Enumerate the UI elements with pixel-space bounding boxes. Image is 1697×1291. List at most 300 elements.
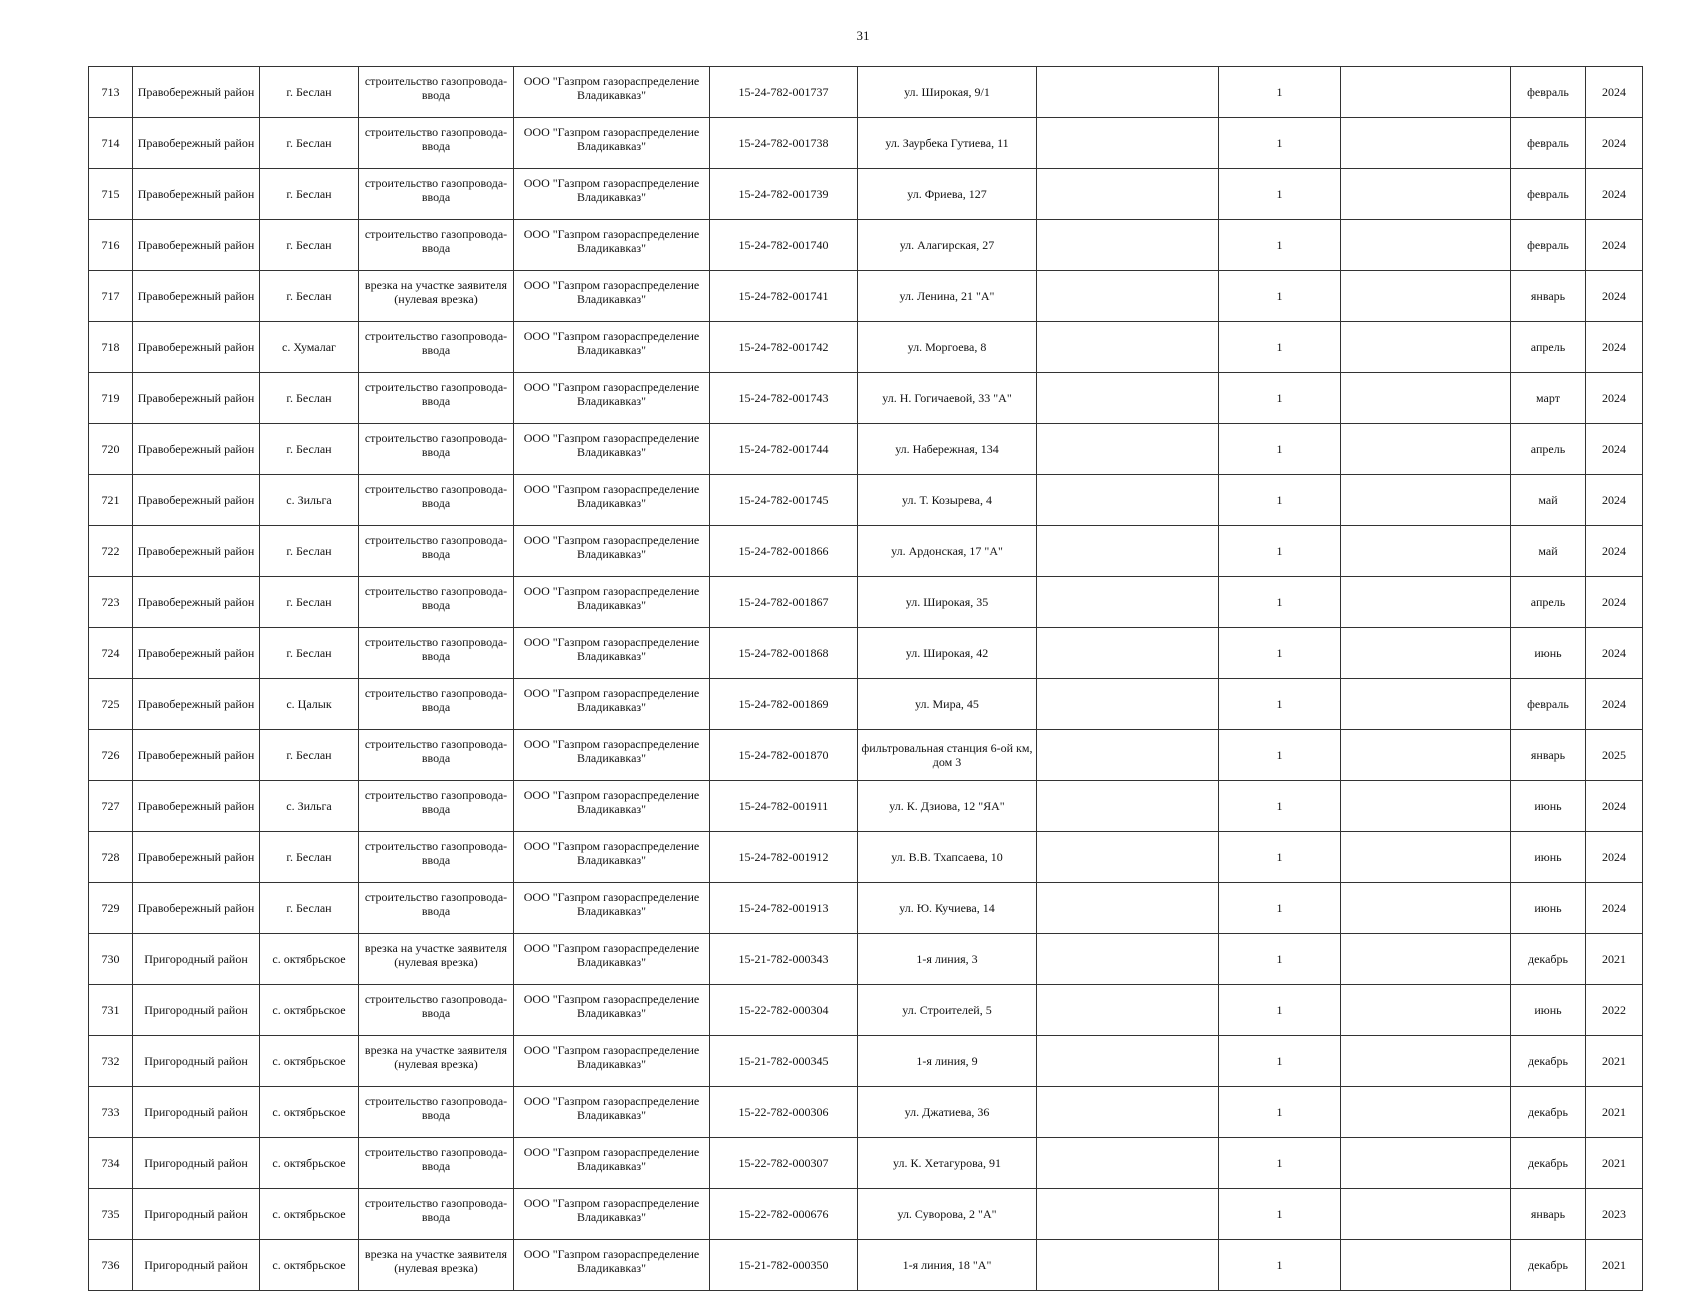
work-type-cell: врезка на участке заявителя (нулевая врезка) xyxy=(359,1240,514,1291)
quantity-cell: 1 xyxy=(1219,118,1341,169)
row-number-cell: 713 xyxy=(89,67,133,118)
year-cell: 2024 xyxy=(1586,832,1643,883)
table-body xyxy=(89,67,1643,1291)
row-number-cell: 717 xyxy=(89,271,133,322)
quantity-cell: 1 xyxy=(1219,832,1341,883)
address-cell: ул. Фриева, 127 xyxy=(858,169,1037,220)
organization-cell: ООО "Газпром газораспределение Владикавказ" xyxy=(514,526,710,577)
work-type-cell: врезка на участке заявителя (нулевая врезка) xyxy=(359,1036,514,1087)
address-cell: ул. Ленина, 21 "А" xyxy=(858,271,1037,322)
table-row xyxy=(89,1087,1643,1138)
district-cell: Правобережный район xyxy=(133,781,260,832)
empty-cell xyxy=(1341,832,1511,883)
row-number-cell: 724 xyxy=(89,628,133,679)
organization-cell: ООО "Газпром газораспределение Владикавказ" xyxy=(514,730,710,781)
work-type-cell: строительство газопровода-ввода xyxy=(359,1087,514,1138)
settlement-cell: г. Беслан xyxy=(260,67,359,118)
application-code-cell: 15-24-782-001741 xyxy=(710,271,858,322)
district-cell: Пригородный район xyxy=(133,985,260,1036)
month-cell: январь xyxy=(1511,730,1586,781)
table-row xyxy=(89,985,1643,1036)
empty-cell xyxy=(1341,220,1511,271)
settlement-cell: с. октябрьское xyxy=(260,934,359,985)
year-cell: 2021 xyxy=(1586,1138,1643,1189)
application-code-cell: 15-24-782-001868 xyxy=(710,628,858,679)
address-cell: ул. Строителей, 5 xyxy=(858,985,1037,1036)
quantity-cell: 1 xyxy=(1219,781,1341,832)
empty-cell xyxy=(1037,1189,1219,1240)
district-cell: Пригородный район xyxy=(133,1240,260,1291)
organization-cell: ООО "Газпром газораспределение Владикавказ" xyxy=(514,118,710,169)
table-row xyxy=(89,220,1643,271)
address-cell: 1-я линия, 9 xyxy=(858,1036,1037,1087)
address-cell: 1-я линия, 18 "А" xyxy=(858,1240,1037,1291)
month-cell: февраль xyxy=(1511,169,1586,220)
month-cell: февраль xyxy=(1511,67,1586,118)
organization-cell: ООО "Газпром газораспределение Владикавказ" xyxy=(514,832,710,883)
organization-cell: ООО "Газпром газораспределение Владикавказ" xyxy=(514,220,710,271)
empty-cell xyxy=(1037,1240,1219,1291)
district-cell: Правобережный район xyxy=(133,424,260,475)
year-cell: 2024 xyxy=(1586,424,1643,475)
quantity-cell: 1 xyxy=(1219,475,1341,526)
row-number-cell: 733 xyxy=(89,1087,133,1138)
organization-cell: ООО "Газпром газораспределение Владикавказ" xyxy=(514,934,710,985)
year-cell: 2024 xyxy=(1586,67,1643,118)
district-cell: Правобережный район xyxy=(133,730,260,781)
month-cell: декабрь xyxy=(1511,934,1586,985)
district-cell: Правобережный район xyxy=(133,679,260,730)
settlement-cell: г. Беслан xyxy=(260,424,359,475)
month-cell: июнь xyxy=(1511,883,1586,934)
application-code-cell: 15-24-782-001866 xyxy=(710,526,858,577)
address-cell: фильтровальная станция 6-ой км, дом 3 xyxy=(858,730,1037,781)
month-cell: июнь xyxy=(1511,628,1586,679)
application-code-cell: 15-24-782-001869 xyxy=(710,679,858,730)
district-cell: Правобережный район xyxy=(133,169,260,220)
table-row xyxy=(89,424,1643,475)
application-code-cell: 15-24-782-001742 xyxy=(710,322,858,373)
work-type-cell: врезка на участке заявителя (нулевая врезка) xyxy=(359,271,514,322)
empty-cell xyxy=(1341,1138,1511,1189)
settlement-cell: с. октябрьское xyxy=(260,1138,359,1189)
empty-cell xyxy=(1341,730,1511,781)
application-code-cell: 15-21-782-000343 xyxy=(710,934,858,985)
organization-cell: ООО "Газпром газораспределение Владикавказ" xyxy=(514,985,710,1036)
district-cell: Пригородный район xyxy=(133,1138,260,1189)
district-cell: Правобережный район xyxy=(133,832,260,883)
month-cell: апрель xyxy=(1511,322,1586,373)
organization-cell: ООО "Газпром газораспределение Владикавказ" xyxy=(514,475,710,526)
quantity-cell: 1 xyxy=(1219,220,1341,271)
district-cell: Пригородный район xyxy=(133,1087,260,1138)
district-cell: Пригородный район xyxy=(133,1036,260,1087)
year-cell: 2021 xyxy=(1586,1240,1643,1291)
address-cell: ул. В.В. Тхапсаева, 10 xyxy=(858,832,1037,883)
empty-cell xyxy=(1037,1138,1219,1189)
quantity-cell: 1 xyxy=(1219,985,1341,1036)
settlement-cell: г. Беслан xyxy=(260,730,359,781)
settlement-cell: с. октябрьское xyxy=(260,985,359,1036)
empty-cell xyxy=(1341,424,1511,475)
table-row xyxy=(89,322,1643,373)
organization-cell: ООО "Газпром газораспределение Владикавказ" xyxy=(514,322,710,373)
row-number-cell: 716 xyxy=(89,220,133,271)
year-cell: 2021 xyxy=(1586,1087,1643,1138)
empty-cell xyxy=(1341,169,1511,220)
organization-cell: ООО "Газпром газораспределение Владикавказ" xyxy=(514,424,710,475)
row-number-cell: 728 xyxy=(89,832,133,883)
settlement-cell: г. Беслан xyxy=(260,832,359,883)
settlement-cell: г. Беслан xyxy=(260,169,359,220)
settlement-cell: г. Беслан xyxy=(260,883,359,934)
empty-cell xyxy=(1037,373,1219,424)
settlement-cell: с. октябрьское xyxy=(260,1036,359,1087)
quantity-cell: 1 xyxy=(1219,373,1341,424)
row-number-cell: 735 xyxy=(89,1189,133,1240)
settlement-cell: г. Беслан xyxy=(260,271,359,322)
work-type-cell: строительство газопровода-ввода xyxy=(359,679,514,730)
table-row xyxy=(89,67,1643,118)
quantity-cell: 1 xyxy=(1219,526,1341,577)
address-cell: ул. Заурбека Гутиева, 11 xyxy=(858,118,1037,169)
organization-cell: ООО "Газпром газораспределение Владикавказ" xyxy=(514,169,710,220)
address-cell: ул. Широкая, 35 xyxy=(858,577,1037,628)
work-type-cell: строительство газопровода-ввода xyxy=(359,832,514,883)
application-code-cell: 15-22-782-000307 xyxy=(710,1138,858,1189)
table-row xyxy=(89,118,1643,169)
empty-cell xyxy=(1037,985,1219,1036)
work-type-cell: строительство газопровода-ввода xyxy=(359,220,514,271)
empty-cell xyxy=(1037,118,1219,169)
organization-cell: ООО "Газпром газораспределение Владикавказ" xyxy=(514,67,710,118)
table-row xyxy=(89,271,1643,322)
organization-cell: ООО "Газпром газораспределение Владикавказ" xyxy=(514,373,710,424)
table-row xyxy=(89,832,1643,883)
empty-cell xyxy=(1037,934,1219,985)
district-cell: Пригородный район xyxy=(133,1189,260,1240)
empty-cell xyxy=(1037,220,1219,271)
empty-cell xyxy=(1341,322,1511,373)
district-cell: Правобережный район xyxy=(133,628,260,679)
settlement-cell: г. Беслан xyxy=(260,118,359,169)
settlement-cell: с. Цалык xyxy=(260,679,359,730)
empty-cell xyxy=(1341,781,1511,832)
year-cell: 2024 xyxy=(1586,577,1643,628)
district-cell: Правобережный район xyxy=(133,67,260,118)
year-cell: 2024 xyxy=(1586,271,1643,322)
row-number-cell: 726 xyxy=(89,730,133,781)
organization-cell: ООО "Газпром газораспределение Владикавказ" xyxy=(514,577,710,628)
table-row xyxy=(89,1036,1643,1087)
address-cell: ул. Алагирская, 27 xyxy=(858,220,1037,271)
table-row xyxy=(89,781,1643,832)
quantity-cell: 1 xyxy=(1219,1036,1341,1087)
row-number-cell: 714 xyxy=(89,118,133,169)
row-number-cell: 715 xyxy=(89,169,133,220)
work-type-cell: строительство газопровода-ввода xyxy=(359,730,514,781)
work-type-cell: строительство газопровода-ввода xyxy=(359,1138,514,1189)
empty-cell xyxy=(1341,1189,1511,1240)
work-type-cell: строительство газопровода-ввода xyxy=(359,781,514,832)
organization-cell: ООО "Газпром газораспределение Владикавказ" xyxy=(514,679,710,730)
empty-cell xyxy=(1037,628,1219,679)
row-number-cell: 732 xyxy=(89,1036,133,1087)
empty-cell xyxy=(1037,679,1219,730)
application-code-cell: 15-21-782-000350 xyxy=(710,1240,858,1291)
empty-cell xyxy=(1037,424,1219,475)
registry-table xyxy=(88,66,1643,1291)
application-code-cell: 15-24-782-001867 xyxy=(710,577,858,628)
month-cell: февраль xyxy=(1511,118,1586,169)
settlement-cell: г. Беслан xyxy=(260,577,359,628)
month-cell: февраль xyxy=(1511,220,1586,271)
row-number-cell: 719 xyxy=(89,373,133,424)
application-code-cell: 15-24-782-001745 xyxy=(710,475,858,526)
district-cell: Правобережный район xyxy=(133,475,260,526)
table-row xyxy=(89,475,1643,526)
empty-cell xyxy=(1341,883,1511,934)
empty-cell xyxy=(1037,883,1219,934)
quantity-cell: 1 xyxy=(1219,934,1341,985)
year-cell: 2024 xyxy=(1586,883,1643,934)
quantity-cell: 1 xyxy=(1219,628,1341,679)
district-cell: Правобережный район xyxy=(133,373,260,424)
work-type-cell: строительство газопровода-ввода xyxy=(359,526,514,577)
year-cell: 2023 xyxy=(1586,1189,1643,1240)
empty-cell xyxy=(1037,322,1219,373)
empty-cell xyxy=(1341,526,1511,577)
month-cell: декабрь xyxy=(1511,1087,1586,1138)
year-cell: 2025 xyxy=(1586,730,1643,781)
quantity-cell: 1 xyxy=(1219,271,1341,322)
row-number-cell: 731 xyxy=(89,985,133,1036)
empty-cell xyxy=(1341,1036,1511,1087)
empty-cell xyxy=(1341,679,1511,730)
empty-cell xyxy=(1341,985,1511,1036)
empty-cell xyxy=(1037,577,1219,628)
table-row xyxy=(89,577,1643,628)
year-cell: 2024 xyxy=(1586,118,1643,169)
empty-cell xyxy=(1037,781,1219,832)
address-cell: ул. К. Хетагурова, 91 xyxy=(858,1138,1037,1189)
work-type-cell: строительство газопровода-ввода xyxy=(359,67,514,118)
district-cell: Правобережный район xyxy=(133,271,260,322)
application-code-cell: 15-24-782-001911 xyxy=(710,781,858,832)
row-number-cell: 736 xyxy=(89,1240,133,1291)
month-cell: апрель xyxy=(1511,577,1586,628)
row-number-cell: 718 xyxy=(89,322,133,373)
year-cell: 2024 xyxy=(1586,220,1643,271)
quantity-cell: 1 xyxy=(1219,679,1341,730)
application-code-cell: 15-24-782-001870 xyxy=(710,730,858,781)
year-cell: 2021 xyxy=(1586,1036,1643,1087)
application-code-cell: 15-22-782-000306 xyxy=(710,1087,858,1138)
settlement-cell: г. Беслан xyxy=(260,220,359,271)
row-number-cell: 723 xyxy=(89,577,133,628)
address-cell: ул. Ардонская, 17 "А" xyxy=(858,526,1037,577)
year-cell: 2021 xyxy=(1586,934,1643,985)
settlement-cell: с. Хумалаг xyxy=(260,322,359,373)
organization-cell: ООО "Газпром газораспределение Владикавказ" xyxy=(514,271,710,322)
month-cell: май xyxy=(1511,475,1586,526)
district-cell: Правобережный район xyxy=(133,883,260,934)
work-type-cell: строительство газопровода-ввода xyxy=(359,424,514,475)
address-cell: ул. Суворова, 2 "А" xyxy=(858,1189,1037,1240)
empty-cell xyxy=(1341,373,1511,424)
year-cell: 2024 xyxy=(1586,169,1643,220)
year-cell: 2024 xyxy=(1586,475,1643,526)
empty-cell xyxy=(1341,1240,1511,1291)
table-row xyxy=(89,169,1643,220)
settlement-cell: с. октябрьское xyxy=(260,1087,359,1138)
month-cell: февраль xyxy=(1511,679,1586,730)
organization-cell: ООО "Газпром газораспределение Владикавказ" xyxy=(514,1189,710,1240)
work-type-cell: строительство газопровода-ввода xyxy=(359,475,514,526)
table-row xyxy=(89,373,1643,424)
quantity-cell: 1 xyxy=(1219,1087,1341,1138)
empty-cell xyxy=(1341,577,1511,628)
address-cell: ул. Мира, 45 xyxy=(858,679,1037,730)
organization-cell: ООО "Газпром газораспределение Владикавказ" xyxy=(514,1240,710,1291)
address-cell: ул. Набережная, 134 xyxy=(858,424,1037,475)
quantity-cell: 1 xyxy=(1219,67,1341,118)
month-cell: декабрь xyxy=(1511,1036,1586,1087)
quantity-cell: 1 xyxy=(1219,1138,1341,1189)
work-type-cell: строительство газопровода-ввода xyxy=(359,373,514,424)
settlement-cell: с. Зильга xyxy=(260,475,359,526)
application-code-cell: 15-21-782-000345 xyxy=(710,1036,858,1087)
year-cell: 2024 xyxy=(1586,322,1643,373)
row-number-cell: 720 xyxy=(89,424,133,475)
table-row xyxy=(89,1189,1643,1240)
year-cell: 2022 xyxy=(1586,985,1643,1036)
empty-cell xyxy=(1037,730,1219,781)
month-cell: март xyxy=(1511,373,1586,424)
empty-cell xyxy=(1037,169,1219,220)
year-cell: 2024 xyxy=(1586,373,1643,424)
address-cell: ул. Т. Козырева, 4 xyxy=(858,475,1037,526)
table-row xyxy=(89,526,1643,577)
application-code-cell: 15-22-782-000304 xyxy=(710,985,858,1036)
year-cell: 2024 xyxy=(1586,679,1643,730)
month-cell: декабрь xyxy=(1511,1138,1586,1189)
quantity-cell: 1 xyxy=(1219,883,1341,934)
work-type-cell: строительство газопровода-ввода xyxy=(359,169,514,220)
settlement-cell: с. октябрьское xyxy=(260,1189,359,1240)
application-code-cell: 15-24-782-001740 xyxy=(710,220,858,271)
application-code-cell: 15-24-782-001743 xyxy=(710,373,858,424)
settlement-cell: г. Беслан xyxy=(260,373,359,424)
empty-cell xyxy=(1341,67,1511,118)
row-number-cell: 734 xyxy=(89,1138,133,1189)
table-row xyxy=(89,679,1643,730)
year-cell: 2024 xyxy=(1586,526,1643,577)
district-cell: Правобережный район xyxy=(133,577,260,628)
settlement-cell: г. Беслан xyxy=(260,628,359,679)
application-code-cell: 15-24-782-001744 xyxy=(710,424,858,475)
month-cell: май xyxy=(1511,526,1586,577)
work-type-cell: строительство газопровода-ввода xyxy=(359,985,514,1036)
row-number-cell: 730 xyxy=(89,934,133,985)
work-type-cell: строительство газопровода-ввода xyxy=(359,577,514,628)
quantity-cell: 1 xyxy=(1219,424,1341,475)
table-row xyxy=(89,934,1643,985)
month-cell: январь xyxy=(1511,271,1586,322)
quantity-cell: 1 xyxy=(1219,322,1341,373)
empty-cell xyxy=(1037,832,1219,883)
year-cell: 2024 xyxy=(1586,781,1643,832)
organization-cell: ООО "Газпром газораспределение Владикавказ" xyxy=(514,1087,710,1138)
quantity-cell: 1 xyxy=(1219,1189,1341,1240)
month-cell: июнь xyxy=(1511,985,1586,1036)
address-cell: ул. Джатиева, 36 xyxy=(858,1087,1037,1138)
month-cell: июнь xyxy=(1511,832,1586,883)
application-code-cell: 15-24-782-001738 xyxy=(710,118,858,169)
empty-cell xyxy=(1341,118,1511,169)
table-row xyxy=(89,1138,1643,1189)
quantity-cell: 1 xyxy=(1219,577,1341,628)
district-cell: Пригородный район xyxy=(133,934,260,985)
work-type-cell: строительство газопровода-ввода xyxy=(359,628,514,679)
row-number-cell: 722 xyxy=(89,526,133,577)
organization-cell: ООО "Газпром газораспределение Владикавказ" xyxy=(514,781,710,832)
empty-cell xyxy=(1037,526,1219,577)
district-cell: Правобережный район xyxy=(133,118,260,169)
address-cell: ул. Н. Гогичаевой, 33 "А" xyxy=(858,373,1037,424)
application-code-cell: 15-22-782-000676 xyxy=(710,1189,858,1240)
address-cell: ул. Широкая, 9/1 xyxy=(858,67,1037,118)
application-code-cell: 15-24-782-001737 xyxy=(710,67,858,118)
work-type-cell: строительство газопровода-ввода xyxy=(359,1189,514,1240)
organization-cell: ООО "Газпром газораспределение Владикавказ" xyxy=(514,883,710,934)
table-row xyxy=(89,883,1643,934)
work-type-cell: строительство газопровода-ввода xyxy=(359,883,514,934)
empty-cell xyxy=(1037,1087,1219,1138)
table-row xyxy=(89,628,1643,679)
row-number-cell: 729 xyxy=(89,883,133,934)
row-number-cell: 725 xyxy=(89,679,133,730)
quantity-cell: 1 xyxy=(1219,169,1341,220)
work-type-cell: строительство газопровода-ввода xyxy=(359,322,514,373)
work-type-cell: строительство газопровода-ввода xyxy=(359,118,514,169)
page-number: 31 xyxy=(856,28,870,43)
empty-cell xyxy=(1037,67,1219,118)
organization-cell: ООО "Газпром газораспределение Владикавказ" xyxy=(514,1036,710,1087)
organization-cell: ООО "Газпром газораспределение Владикавказ" xyxy=(514,1138,710,1189)
address-cell: ул. Широкая, 42 xyxy=(858,628,1037,679)
quantity-cell: 1 xyxy=(1219,1240,1341,1291)
month-cell: июнь xyxy=(1511,781,1586,832)
settlement-cell: г. Беслан xyxy=(260,526,359,577)
empty-cell xyxy=(1341,934,1511,985)
empty-cell xyxy=(1341,1087,1511,1138)
quantity-cell: 1 xyxy=(1219,730,1341,781)
year-cell: 2024 xyxy=(1586,628,1643,679)
application-code-cell: 15-24-782-001912 xyxy=(710,832,858,883)
district-cell: Правобережный район xyxy=(133,526,260,577)
month-cell: апрель xyxy=(1511,424,1586,475)
address-cell: 1-я линия, 3 xyxy=(858,934,1037,985)
work-type-cell: врезка на участке заявителя (нулевая врезка) xyxy=(359,934,514,985)
address-cell: ул. Моргоева, 8 xyxy=(858,322,1037,373)
table-row xyxy=(89,1240,1643,1291)
table-row xyxy=(89,730,1643,781)
empty-cell xyxy=(1341,628,1511,679)
empty-cell xyxy=(1037,475,1219,526)
empty-cell xyxy=(1037,1036,1219,1087)
month-cell: январь xyxy=(1511,1189,1586,1240)
